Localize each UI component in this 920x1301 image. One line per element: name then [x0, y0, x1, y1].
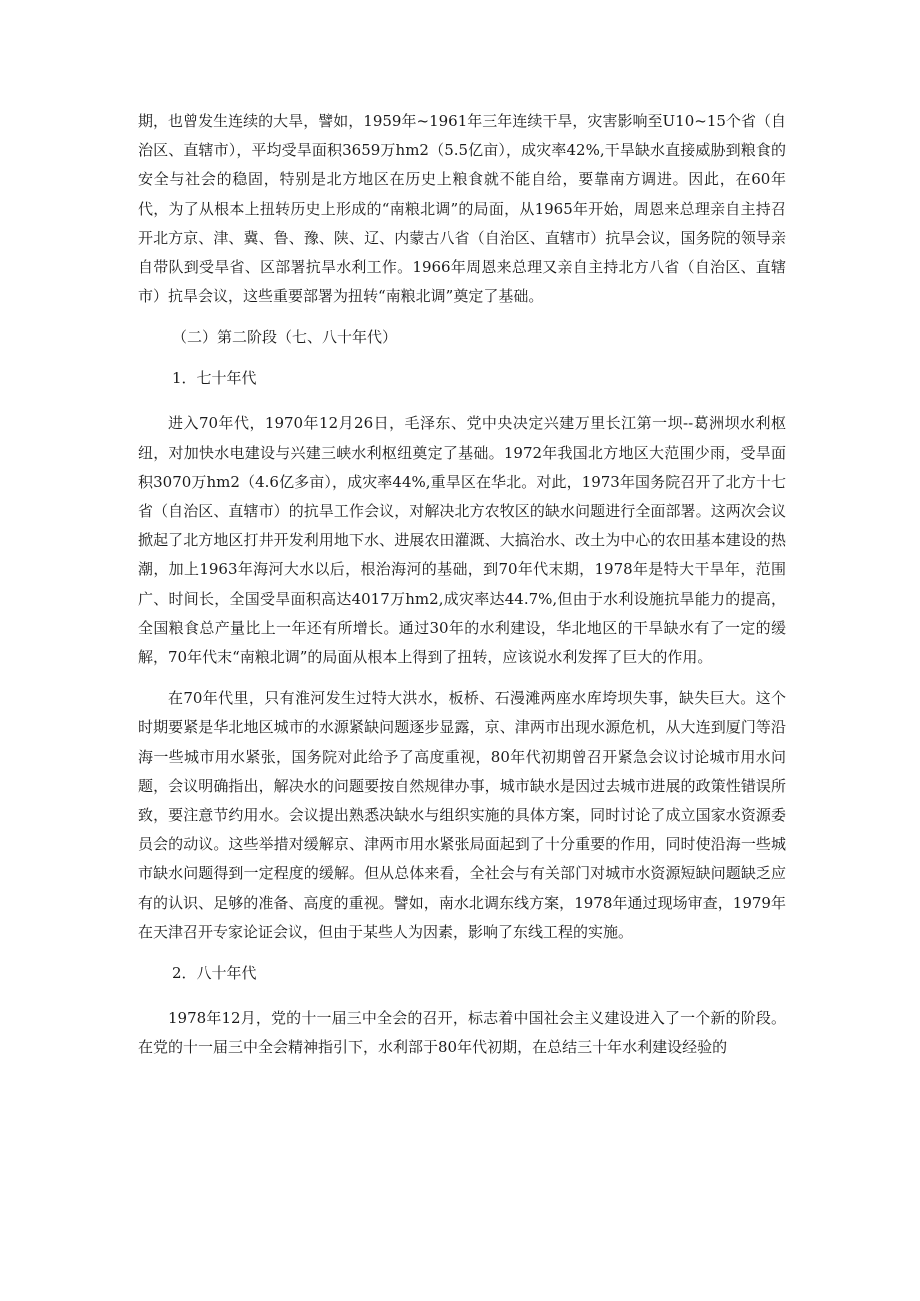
section-heading-stage-two: （二）第二阶段（七、八十年代）	[172, 328, 398, 347]
document-page	[138, 107, 786, 1062]
subheading-eighties: 2．八十年代	[172, 964, 257, 983]
paragraph-drought-60s: 期，也曾发生连续的大旱，譬如，1959年~1961年三年连续干旱，灾害影响至U10~15个省（自治区、直辖市），平均受旱面积3659万hm2（5.5亿亩），成灾率42%,干旱缺水直接威胁到粮食的安全与社会的稳固，特别是北方地区在历史上粮食就不能自给，要靠南方调进。因此，在60年代，为了从根本上扭转历史上形成的“南粮北调”的局面，从1965年开始，周恩来总理亲自主持召开北方京、津、冀、鲁、豫、陕、辽、内蒙古八省（自治区、直辖市）抗旱会议，国务院的领导亲自带队到受旱省、区部署抗旱水利工作。1966年周恩来总理又亲自主持北方八省（自治区、直辖市）抗旱会议，这些重要部署为扭转“南粮北调”奠定了基础。	[138, 112, 786, 306]
paragraph-urban-water: 在70年代里，只有淮河发生过特大洪水，板桥、石漫滩两座水库垮坝失事，缺失巨大。这个时期要紧是华北地区城市的水源紧缺问题逐步显露，京、津两市出现水源危机，从大连到厦门等沿海一些城市用水紧张，国务院对此给予了高度重视，80年代初期曾召开紧急会议讨论城市用水问题，会议明确指出，解决水的问题要按自然规律办事，城市缺水是因过去城市进展的政策性错误所致，要注意节约用水。会议提出熟悉决缺水与组织实施的具体方案，同时讨论了成立国家水资源委员会的动议。这些举措对缓解京、津两市用水紧张局面起到了十分重要的作用，同时使沿海一些城市缺水问题得到一定程度的缓解。但从总体来看，全社会与有关部门对城市水资源短缺问题缺乏应有的认识、足够的准备、高度的重视。譬如，南水北调东线方案，1978年通过现场审查，1979年在天津召开专家论证会议，但由于某些人为因素，影响了东线工程的实施。	[138, 689, 786, 941]
paragraph-eighties: 1978年12月，党的十一届三中全会的召开，标志着中国社会主义建设进入了一个新的阶段。在党的十一届三中全会精神指引下，水利部于80年代初期，在总结三十年水利建设经验的	[138, 1009, 786, 1057]
paragraph-seventies: 进入70年代，1970年12月26日，毛泽东、党中央决定兴建万里长江第一坝--葛洲坝水利枢纽，对加快水电建设与兴建三峡水利枢纽奠定了基础。1972年我国北方地区大范围少雨，受旱面积3070万hm2（4.6亿多亩），成灾率44%,重旱区在华北。对此，1973年国务院召开了北方十七省（自治区、直辖市）的抗旱工作会议，对解决北方农牧区的缺水问题进行全面部署。这两次会议掀起了北方地区打井开发利用地下水、进展农田灌溉、大搞治水、改土为中心的农田基本建设的热潮，加上1963年海河大水以后，根治海河的基础，到70年代末期，1978年是特大干旱年，范围广、时间长，全国受旱面积高达4017万hm2,成灾率达44.7%,但由于水利设施抗旱能力的提高，全国粮食总产量比上一年还有所增长。通过30年的水利建设，华北地区的干旱缺水有了一定的缓解，70年代末“南粮北调”的局面从根本上得到了扭转，应该说水利发挥了巨大的作用。	[138, 414, 786, 667]
subheading-seventies: 1．七十年代	[172, 369, 257, 388]
